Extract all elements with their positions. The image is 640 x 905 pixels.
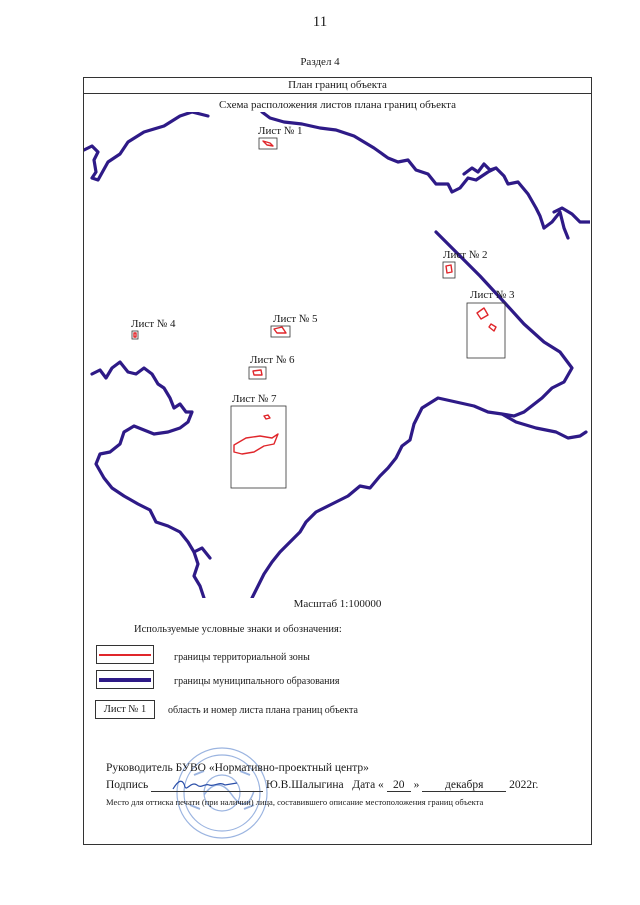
frame-header: План границ объекта [83,77,592,94]
zone-3b [489,324,496,331]
zone-5 [274,327,286,333]
legend-sheet-label: область и номер листа плана границ объекта [168,705,358,716]
sheet-frame-2 [443,262,455,278]
sheet-label-7: Лист № 7 [232,393,277,405]
signature-org-line: Руководитель БУВО «Нормативно-проектный центр» [106,762,369,774]
scheme-title: Схема расположения листов плана границ объекта [219,99,456,111]
sheet-label-5: Лист № 5 [273,313,318,325]
map-scale: Масштаб 1:100000 [293,598,382,610]
date-separator: » [413,779,420,791]
official-stamp [174,745,270,841]
sheet-layout-map [84,112,590,598]
zone-4 [134,333,136,337]
signature-field [151,779,263,792]
municipal-line-sample [99,678,151,682]
signature-label: Подпись [106,779,149,791]
sheet-label-3: Лист № 3 [470,289,515,301]
date-year: 2022г. [509,779,539,791]
sheet-label-4: Лист № 4 [131,318,176,330]
sheet-frame-7 [231,406,286,488]
page-number: 11 [312,14,328,30]
legend-title: Используемые условные знаки и обозначения: [134,624,342,635]
handwritten-signature [171,777,241,793]
section-label: Раздел 4 [300,56,340,68]
sheet-label-6: Лист № 6 [250,354,295,366]
zone-boundaries [134,141,496,454]
zone-7b [264,415,270,419]
zone-line-sample [99,654,151,656]
zone-2 [446,265,452,273]
stamp-footnote: Место для оттиска печати (при наличии) лица, составившего описание местоположения границ объекта [106,797,484,807]
signature-line [106,779,538,792]
date-label: Дата « [352,779,384,791]
sheet-frames [132,138,505,488]
sheet-labels [131,125,515,405]
zone-7a [234,434,278,454]
legend-zone-label: границы территориальной зоны [174,652,310,663]
date-month: декабря [422,779,506,792]
zone-6 [253,370,262,375]
zone-1 [263,141,273,146]
legend-municipal-swatch [96,670,154,689]
sheet-frame-6 [249,367,266,379]
legend-sheet-sample: Лист № 1 [95,700,155,719]
legend-municipal-label: границы муниципального образования [174,676,340,687]
sheet-label-2: Лист № 2 [443,249,488,261]
sheet-frame-1 [259,138,277,149]
sheet-label-1: Лист № 1 [258,125,303,137]
legend-zone-swatch [96,645,154,664]
zone-3a [477,308,488,319]
date-day: 20 [387,779,411,792]
municipal-boundary [84,112,590,598]
signer-name: Ю.В.Шалыгина [265,779,344,791]
sheet-frame-4 [132,331,138,339]
